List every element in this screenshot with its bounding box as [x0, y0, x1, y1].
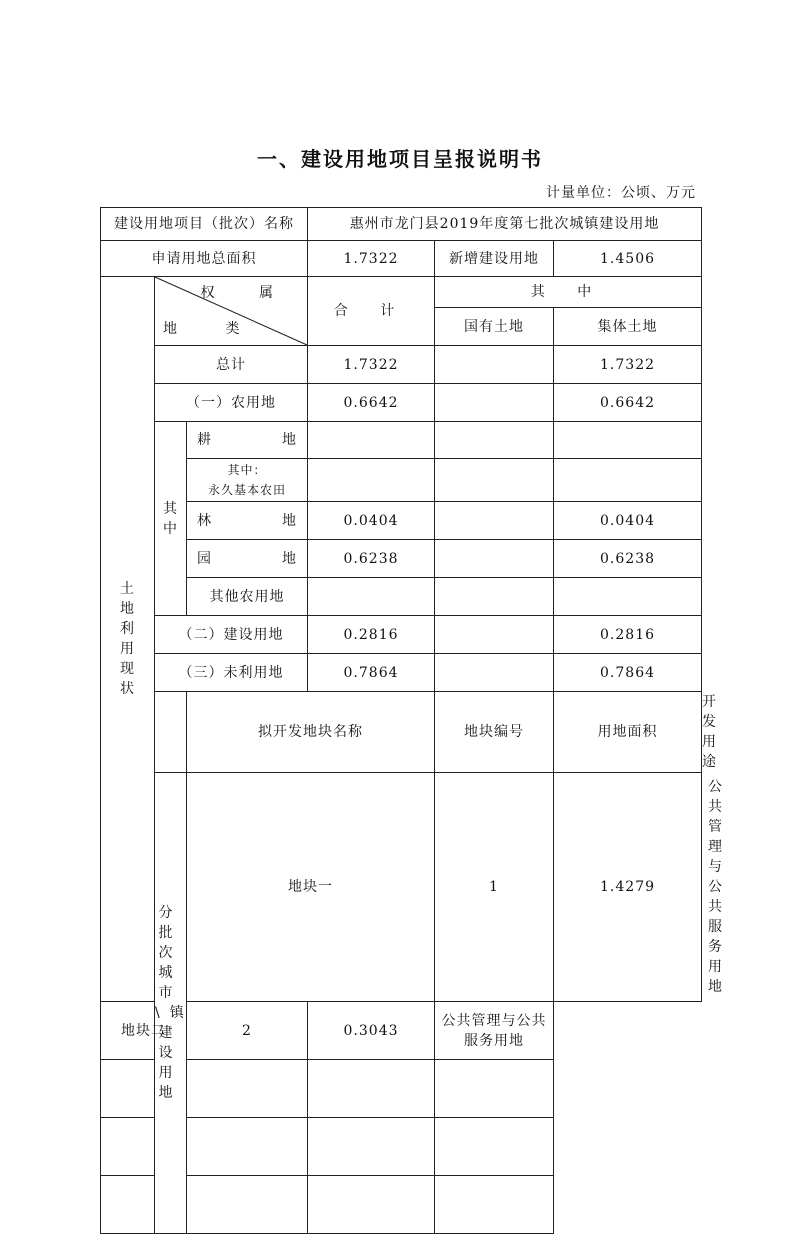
collective-value: [554, 459, 702, 502]
plot-id: [187, 1118, 308, 1176]
table-row: [101, 1176, 702, 1234]
state-value: [435, 616, 554, 654]
plot-use: 公共管理与公共服务用地: [435, 1002, 554, 1060]
state-value: [435, 654, 554, 692]
row-name: （三）未利用地: [155, 654, 308, 692]
table-row: 分 批 次 城 市\镇 建 设 用 地 地块一 1 1.4279 公共管理与公共服务用地: [101, 773, 702, 1002]
collective-value: 0.2816: [554, 616, 702, 654]
row-name: 其他农用地: [187, 578, 308, 616]
plot-id: 1: [435, 773, 554, 1002]
total-value: [308, 578, 435, 616]
table-row: [101, 1118, 702, 1176]
plots-header-blank: [155, 692, 187, 773]
total-value: [308, 422, 435, 459]
table-row: [101, 578, 702, 616]
row-name: （二）建设用地: [155, 616, 308, 654]
state-value: [435, 384, 554, 422]
table-row: [101, 346, 702, 384]
measurement-unit: 计量单位：公顷、万元: [546, 185, 696, 201]
state-value: [435, 578, 554, 616]
table-row: [101, 422, 702, 459]
plot-area: 1.4279: [554, 773, 702, 1002]
plot-area: [308, 1176, 435, 1234]
state-value: [435, 459, 554, 502]
table-row: [101, 384, 702, 422]
collective-land-header: 集体土地: [554, 308, 702, 346]
collective-value: 0.6642: [554, 384, 702, 422]
row-name: 总计: [155, 346, 308, 384]
total-value: 0.0404: [308, 502, 435, 540]
total-value: 0.7864: [308, 654, 435, 692]
state-value: [435, 502, 554, 540]
table-row: [101, 540, 702, 578]
total-area-value: 1.7322: [308, 241, 435, 277]
row-name: 耕 地: [187, 422, 308, 459]
row-name: 园 地: [187, 540, 308, 578]
collective-value: 0.0404: [554, 502, 702, 540]
project-value: 惠州市龙门县2019年度第七批次城镇建设用地: [308, 208, 702, 241]
row-name: 其中： 永久基本农田: [187, 459, 308, 502]
of-which-side-label: 其 中: [155, 422, 187, 616]
plot-id-header: 地块编号: [435, 692, 554, 773]
project-label: 建设用地项目（批次）名称: [101, 208, 308, 241]
plot-area: [308, 1060, 435, 1118]
total-value: 1.7322: [308, 346, 435, 384]
total-value: 0.2816: [308, 616, 435, 654]
table-row: [101, 616, 702, 654]
row-name: 林 地: [187, 502, 308, 540]
table-row: [101, 1060, 702, 1118]
of-which-header: 其 中: [435, 277, 702, 308]
plot-name: 地块二: [101, 1002, 187, 1060]
plot-name: 地块一: [187, 773, 435, 1002]
total-area-label: 申请用地总面积: [101, 241, 308, 277]
plot-id: [187, 1060, 308, 1118]
plots-side-label: 分 批 次 城 市\镇 建 设 用 地: [155, 773, 187, 1234]
total-header: 合 计: [308, 277, 435, 346]
land-use-side-label: 土 地 利 用 现 状: [101, 277, 155, 1002]
state-value: [435, 346, 554, 384]
state-value: [435, 422, 554, 459]
table-row: [101, 502, 702, 540]
land-use-header-row-1: [101, 277, 702, 308]
document-title: 一、建设用地项目呈报说明书: [257, 147, 543, 171]
plot-use: [435, 1060, 554, 1118]
state-value: [435, 540, 554, 578]
total-value: [308, 459, 435, 502]
plot-use: [435, 1176, 554, 1234]
plot-name: [101, 1118, 187, 1176]
collective-value: [554, 422, 702, 459]
collective-value: 1.7322: [554, 346, 702, 384]
plot-area-header: 用地面积: [554, 692, 702, 773]
plot-id: 2: [187, 1002, 308, 1060]
diagonal-header-cell: [155, 277, 308, 346]
table-row: [101, 654, 702, 692]
plots-header-row: 拟开发地块名称 地块编号 用地面积 开发用途: [101, 692, 702, 773]
plot-id: [187, 1176, 308, 1234]
row-name: （一）农用地: [155, 384, 308, 422]
project-row: [101, 208, 702, 241]
plot-area: 0.3043: [308, 1002, 435, 1060]
collective-value: 0.6238: [554, 540, 702, 578]
area-row: [101, 241, 702, 277]
ownership-header: 权 属: [200, 285, 294, 301]
state-land-header: 国有土地: [435, 308, 554, 346]
collective-value: 0.7864: [554, 654, 702, 692]
plot-name-header: 拟开发地块名称: [187, 692, 435, 773]
category-header: 地 类: [163, 321, 262, 337]
new-construction-label: 新增建设用地: [435, 241, 554, 277]
plot-use: [435, 1118, 554, 1176]
new-construction-value: 1.4506: [554, 241, 702, 277]
table-row: [101, 459, 702, 502]
collective-value: [554, 578, 702, 616]
plot-area: [308, 1118, 435, 1176]
land-use-form-table: [100, 207, 724, 1234]
plot-name: [101, 1176, 187, 1234]
total-value: 0.6642: [308, 384, 435, 422]
total-value: 0.6238: [308, 540, 435, 578]
